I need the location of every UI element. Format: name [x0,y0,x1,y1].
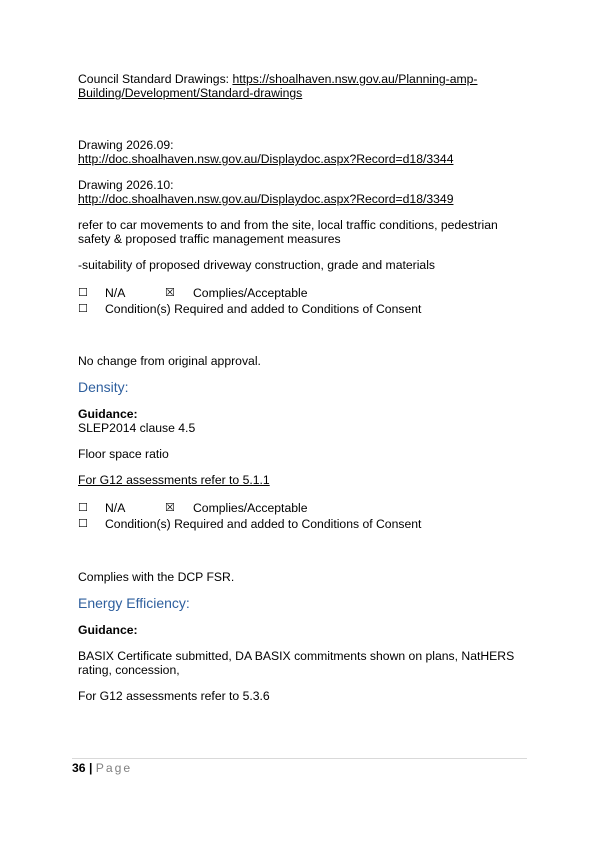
na-checkbox[interactable]: ☐ [78,501,88,514]
driveway-text: -suitability of proposed driveway construction, grade and materials [78,258,436,272]
checkbox-row-condition [78,517,528,531]
energy-text-line2: rating, concession, [78,663,180,677]
checkbox-row-condition [78,302,528,316]
na-checkbox[interactable]: ☐ [78,286,88,299]
traffic-text-line2: safety & proposed traffic management measures [78,232,341,246]
checkbox-row-na [78,286,528,300]
drawing-0910-label: Drawing 2026.10: [78,178,174,192]
density-heading: Density: [78,379,129,395]
checkbox-row-na [78,501,528,515]
density-guidance-label: Guidance: [78,407,138,421]
density-clause: SLEP2014 clause 4.5 [78,421,196,435]
density-ratio: Floor space ratio [78,447,169,461]
council-drawings-label: Council Standard Drawings: [78,72,233,86]
traffic-comment: No change from original approval. [78,354,261,368]
council-drawings-link[interactable]: https://shoalhaven.nsw.gov.au/Planning-amp- [232,72,478,86]
drawing-0909-label: Drawing 2026.09: [78,138,174,152]
energy-guidance-label: Guidance: [78,623,138,637]
density-comment: Complies with the DCP FSR. [78,570,235,584]
na-label: N/A [105,501,126,515]
condition-checkbox[interactable]: ☐ [78,517,88,530]
energy-g12: For G12 assessments refer to 5.3.6 [78,689,270,703]
energy-text-line1: BASIX Certificate submitted, DA BASIX commitments shown on plans, NatHERS [78,649,515,663]
page-separator: | [85,761,96,775]
density-g12-link[interactable]: For G12 assessments refer to 5.1.1 [78,473,270,487]
energy-heading: Energy Efficiency: [78,595,190,611]
condition-label: Condition(s) Required and added to Conditions of Consent [105,517,422,531]
drawing-0910-link[interactable]: http://doc.shoalhaven.nsw.gov.au/Displaydoc.aspx?Record=d18/3349 [78,192,454,206]
na-label: N/A [105,286,126,300]
page-number: 36 [72,761,86,775]
council-drawings-link-cont[interactable]: Building/Development/Standard-drawings [78,86,303,100]
page-footer [72,761,132,775]
complies-label: Complies/Acceptable [193,501,308,515]
traffic-text-line1: refer to car movements to and from the site, local traffic conditions, pedestrian [78,218,498,232]
condition-label: Condition(s) Required and added to Conditions of Consent [105,302,422,316]
council-drawings-line [78,72,528,86]
condition-checkbox[interactable]: ☐ [78,302,88,315]
page-word: Page [95,761,133,775]
complies-checkbox[interactable]: ☒ [165,286,175,299]
drawing-0909-link[interactable]: http://doc.shoalhaven.nsw.gov.au/Displaydoc.aspx?Record=d18/3344 [78,152,454,166]
complies-label: Complies/Acceptable [193,286,308,300]
complies-checkbox[interactable]: ☒ [165,501,175,514]
footer-divider [72,758,527,759]
